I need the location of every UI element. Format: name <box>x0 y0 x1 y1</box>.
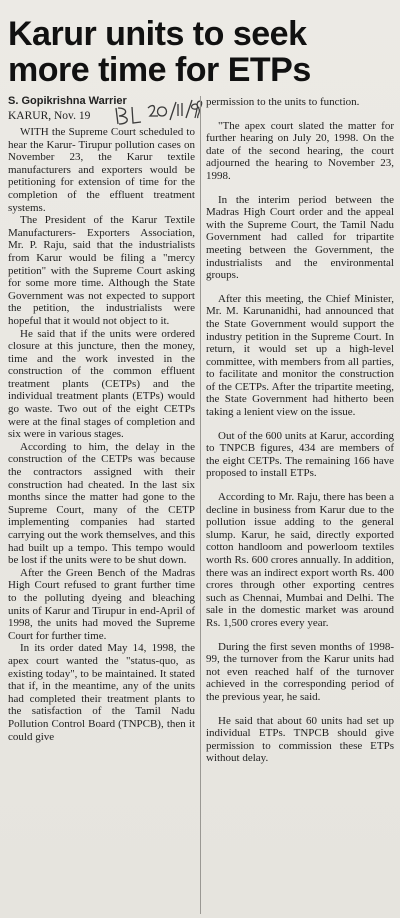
headline: Karur units to seek more time for ETPs <box>8 15 311 89</box>
paragraph: After the Green Bench of the Madras High Court refused to grant further time to the polluting dyeing and bleaching units of Karur and Tirupur in end-April of 1998, the units had moved the Supreme Court for further time. <box>8 566 195 642</box>
paragraph: According to Mr. Raju, there has been a decline in business from Karur due to the pollution issue adding to the general slump. Karur, he said, directly exported cotton handloom and powerloom textiles worth Rs. 600 crores annually. In addition, there was an indirect export worth Rs. 400 crores through other exporting centres such as Chennai, Mumbai and Delhi. The sale in the domestic market was around Rs. 1,500 crores every year. <box>206 491 394 629</box>
paragraph: In the interim period between the Madras High Court order and the appeal with the Supreme Court, the Tamil Nadu Government had called for tripartite meeting between the Government, the industrialists and the environmental groups. <box>206 193 394 282</box>
paragraph: He said that about 60 units had set up individual ETPs. TNPCB should give permission to commission these ETPs without delay. <box>206 714 394 765</box>
article-column-1 <box>8 126 195 743</box>
column-divider <box>200 96 201 914</box>
handwritten-date-note <box>112 94 204 128</box>
paragraph: The President of the Karur Textile Manufacturers- Exporters Association, Mr. P. Raju, said that the industrialists from Karur would be filing a "mercy petition" with the Supreme Court asking for some more time. Although the State Government was not expected to support the petition, the industrialists were hopeful that it would not object to it. <box>8 214 195 327</box>
article-column-2 <box>206 96 394 776</box>
paragraph: WITH the Supreme Court scheduled to hear the Karur- Tirupur pollution cases on November 23, the Karur textile manufacturers and exporters would be petitioning for extension of time for the completion of the effluent treatment systems. <box>8 126 195 214</box>
dateline: KARUR, Nov. 19 <box>8 110 91 122</box>
byline: S. Gopikrishna Warrier <box>8 95 127 107</box>
paragraph: In its order dated May 14, 1998, the apex court wanted the "status-quo, as existing today", to be maintained. It stated that if, in the meantime, any of the units had completed their treatment plants to the satisfaction of the Tamil Nadu Pollution Control Board (TNPCB), then it could give <box>8 642 195 743</box>
paragraph: According to him, the delay in the construction of the CETPs was because the contractors assigned with their construction had cheated. In the last six months since the matter had gone to the Supreme Court, many of the CETP implementing companies had started carrying out the work themselves, and this had built up a tempo. This tempo would be lost if the units were to be shut down. <box>8 440 195 567</box>
paragraph: After this meeting, the Chief Minister, Mr. M. Karunanidhi, had announced that the State Government would support the industry petition in the Supreme Court. In return, it would set up a high-level committee, with members from all parties, to facilitate and monitor the construction of the CETPs. After the tripartite meeting, the State Government had hitherto been taking a lenient view on the issue. <box>206 292 394 419</box>
paragraph: During the first seven months of 1998-99, the turnover from the Karur units had not even reached half of the turnover achieved in the corresponding period of the previous year, he said. <box>206 640 394 703</box>
paragraph: "The apex court slated the matter for further hearing on July 20, 1998. On the date of the second hearing, the court adjourned the hearing to November 23, 1998. <box>206 119 394 182</box>
paragraph: He said that if the units were ordered closure at this juncture, then the money, time and the work invested in the construction of the common effluent treatment plants (CETPs) and the individual treatment plants (ETPs) would go waste. Two out of the eight CETPs were at the final stages of completion and six were in various stages. <box>8 327 195 441</box>
paragraph: Out of the 600 units at Karur, according to TNPCB figures, 434 are members of the eight CETPs. The remaining 166 have proposed to install ETPs. <box>206 429 394 480</box>
paragraph: permission to the units to function. <box>206 96 360 108</box>
